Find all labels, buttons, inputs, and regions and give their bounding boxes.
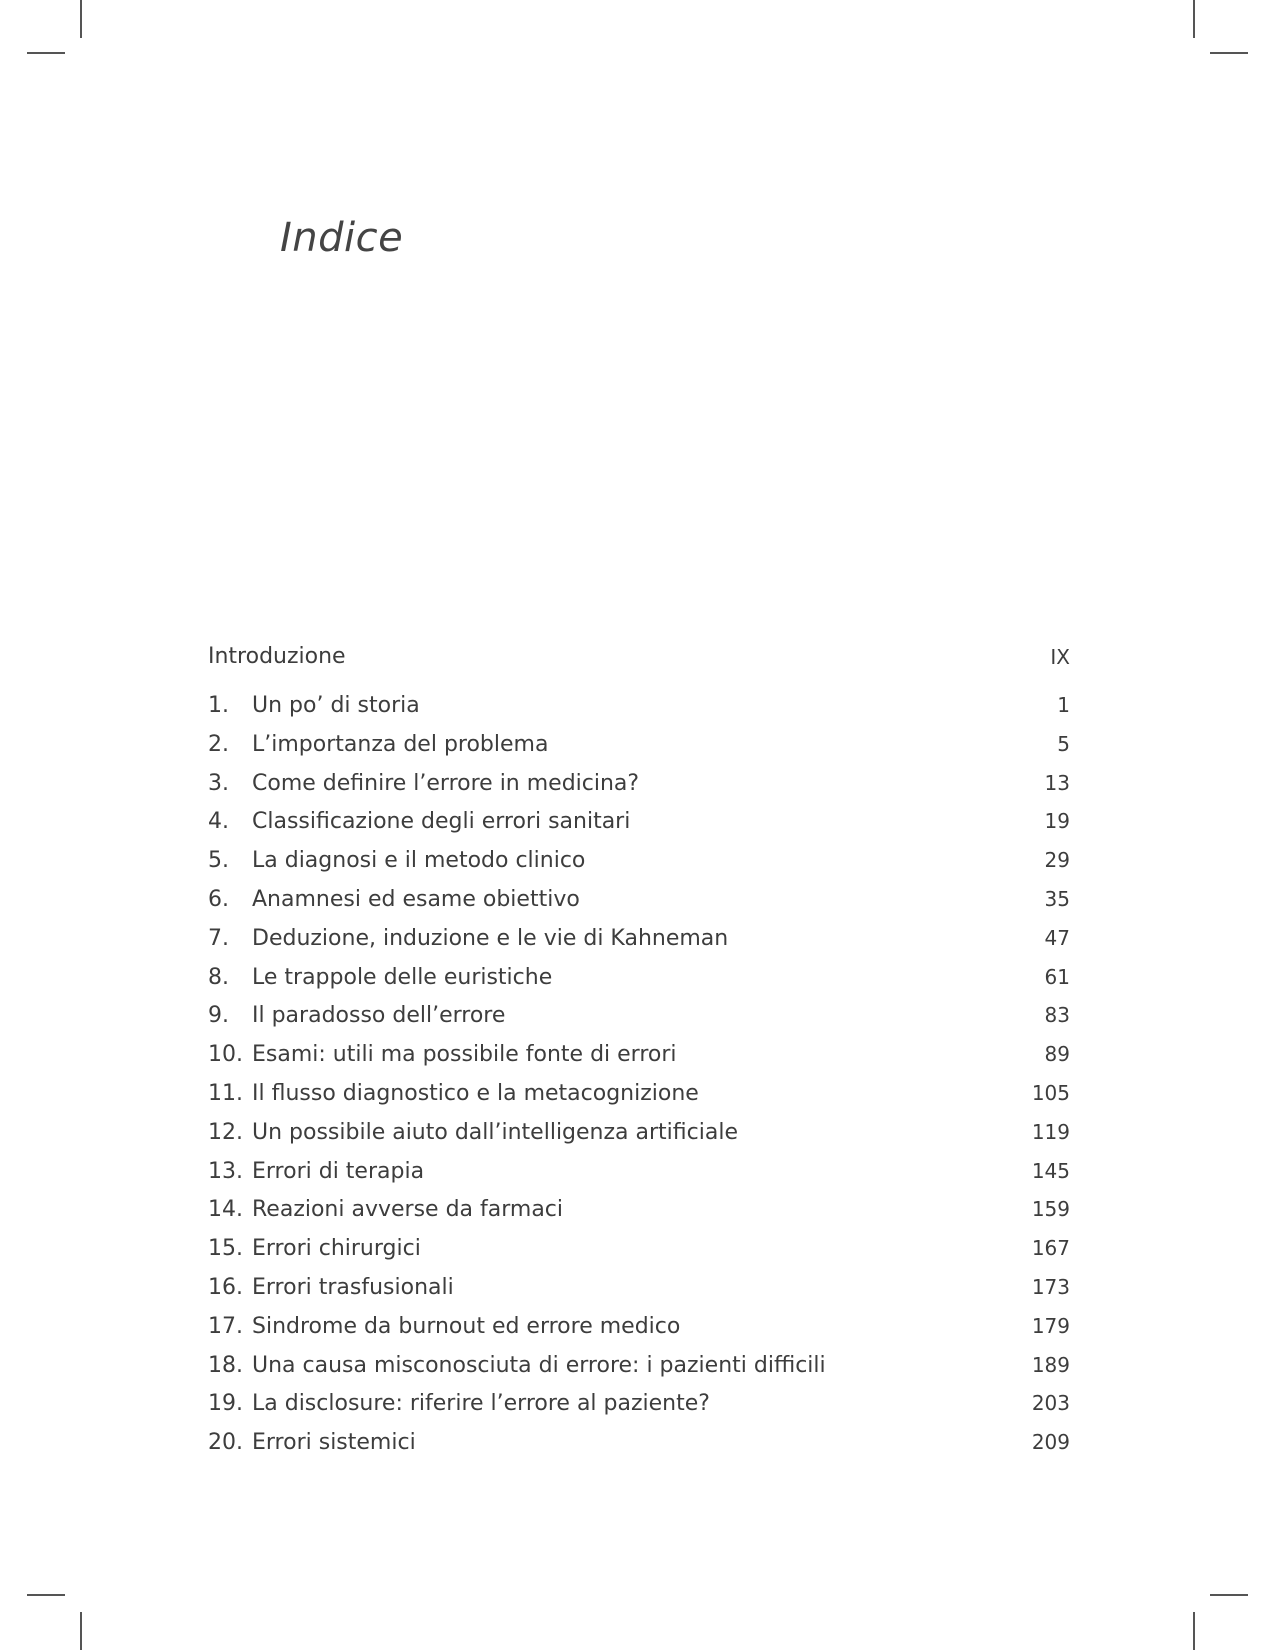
toc-entry-page: 189 <box>1031 1352 1070 1377</box>
toc-entry-title: Un possibile aiuto dall’intelligenza artificiale <box>252 1119 738 1145</box>
toc-entry-title: Un po’ di storia <box>252 693 420 718</box>
crop-mark-top-right-horizontal <box>1210 52 1248 54</box>
toc-entry-number: 11. <box>208 1080 243 1106</box>
crop-mark-top-left-horizontal <box>27 52 65 54</box>
toc-entry-number: 3. <box>208 770 229 796</box>
toc-entry-title: L’importanza del problema <box>252 731 549 757</box>
toc-entry-number: 9. <box>208 1003 229 1029</box>
toc-entry[interactable] <box>208 919 1070 958</box>
toc-entry-page: 1 <box>1057 693 1070 717</box>
toc-entry-page: 47 <box>1044 925 1070 950</box>
crop-mark-bottom-right-vertical <box>1193 1612 1195 1650</box>
toc-entry-number: 4. <box>208 809 229 835</box>
toc-entry-title: Anamnesi ed esame obiettivo <box>252 886 580 912</box>
toc-entry-page: 5 <box>1057 731 1070 756</box>
crop-mark-bottom-right-horizontal <box>1210 1594 1248 1596</box>
toc-entry-title: Classificazione degli errori sanitari <box>252 809 631 835</box>
toc-entry-page: 61 <box>1044 964 1070 989</box>
toc-entry-title: Deduzione, induzione e le vie di Kahneman <box>252 925 729 951</box>
toc-entry[interactable] <box>208 1113 1070 1152</box>
toc-entry-page: 179 <box>1031 1313 1070 1338</box>
toc-entry-number: 17. <box>208 1313 243 1339</box>
toc-entry-page: 119 <box>1031 1119 1070 1144</box>
toc-entry-number: 12. <box>208 1119 243 1145</box>
toc-entry-title: Errori di terapia <box>252 1158 425 1184</box>
toc-entry[interactable] <box>208 764 1070 803</box>
toc-entry[interactable] <box>208 1035 1070 1074</box>
toc-entry-title: Sindrome da burnout ed errore medico <box>252 1313 681 1339</box>
crop-mark-top-left-vertical <box>80 0 82 38</box>
toc-entry-title: Esami: utili ma possibile fonte di errori <box>252 1042 677 1068</box>
toc-entry-title: Le trappole delle euristiche <box>252 964 553 990</box>
crop-mark-bottom-left-horizontal <box>27 1594 65 1596</box>
toc-entry-number: 15. <box>208 1236 243 1262</box>
toc-entry-title: Errori trasfusionali <box>252 1274 454 1300</box>
toc-entry[interactable] <box>208 1152 1070 1191</box>
toc-entry-page: 19 <box>1044 809 1070 834</box>
toc-entry[interactable] <box>208 686 1070 725</box>
toc-entry[interactable] <box>208 1423 1070 1462</box>
crop-mark-top-right-vertical <box>1193 0 1195 38</box>
toc-entry-title: Il paradosso dell’errore <box>252 1003 506 1029</box>
toc-intro-page: IX <box>1050 645 1070 669</box>
toc-entry-page: 105 <box>1031 1080 1070 1105</box>
toc-entry[interactable] <box>208 1346 1070 1385</box>
toc-intro-row[interactable] <box>208 638 1070 676</box>
toc-entry-title: La disclosure: riferire l’errore al paziente? <box>252 1391 710 1417</box>
toc-entry-number: 13. <box>208 1158 243 1184</box>
toc-entry[interactable] <box>208 1190 1070 1229</box>
toc-entry[interactable] <box>208 1229 1070 1268</box>
toc-entry-title: Il flusso diagnostico e la metacognizione <box>252 1080 699 1106</box>
toc-entry[interactable] <box>208 725 1070 764</box>
toc-entry[interactable] <box>208 841 1070 880</box>
toc-entry-page: 13 <box>1044 770 1070 795</box>
toc-intro-label: Introduzione <box>208 644 346 669</box>
toc-entry[interactable] <box>208 1307 1070 1346</box>
toc-entry-page: 29 <box>1044 848 1070 873</box>
toc-entry[interactable] <box>208 880 1070 919</box>
toc-entry-title: Errori chirurgici <box>252 1236 421 1262</box>
toc-entry[interactable] <box>208 802 1070 841</box>
toc-entry-page: 35 <box>1044 886 1070 911</box>
toc-entry-number: 2. <box>208 731 229 757</box>
toc-entry[interactable] <box>208 996 1070 1035</box>
toc-entry-number: 14. <box>208 1197 243 1223</box>
crop-mark-bottom-left-vertical <box>80 1612 82 1650</box>
toc-entry-number: 5. <box>208 848 229 874</box>
toc-entry-number: 8. <box>208 964 229 990</box>
toc-entry-page: 173 <box>1031 1274 1070 1299</box>
toc-entry-page: 89 <box>1044 1042 1070 1067</box>
chapter-list <box>208 686 1070 1462</box>
toc-entry-number: 6. <box>208 886 229 912</box>
toc-entry-page: 145 <box>1031 1158 1070 1183</box>
toc-entry-title: Come definire l’errore in medicina? <box>252 770 640 796</box>
toc-entry-title: Errori sistemici <box>252 1430 416 1456</box>
toc-entry-number: 19. <box>208 1391 243 1417</box>
page-title: Indice <box>280 215 404 261</box>
toc-entry-page: 203 <box>1031 1391 1070 1416</box>
toc-entry[interactable] <box>208 1268 1070 1307</box>
toc-entry-page: 167 <box>1031 1236 1070 1261</box>
toc-entry-title: Una causa misconosciuta di errore: i pazienti difficili <box>252 1352 826 1378</box>
toc-entry-title: La diagnosi e il metodo clinico <box>252 848 586 874</box>
toc-entry-page: 83 <box>1044 1003 1070 1028</box>
toc-entry-number: 18. <box>208 1352 243 1378</box>
toc-entry-number: 7. <box>208 925 229 951</box>
toc-entry-number: 1. <box>208 693 229 718</box>
toc-entry[interactable] <box>208 1384 1070 1423</box>
toc-entry-number: 16. <box>208 1274 243 1300</box>
toc-entry-number: 10. <box>208 1042 243 1068</box>
table-of-contents <box>208 638 1070 1462</box>
toc-entry-page: 159 <box>1031 1197 1070 1222</box>
toc-entry-number: 20. <box>208 1430 243 1456</box>
toc-entry-page: 209 <box>1031 1430 1070 1455</box>
toc-entry[interactable] <box>208 1074 1070 1113</box>
toc-entry[interactable] <box>208 958 1070 997</box>
toc-entry-title: Reazioni avverse da farmaci <box>252 1197 564 1223</box>
